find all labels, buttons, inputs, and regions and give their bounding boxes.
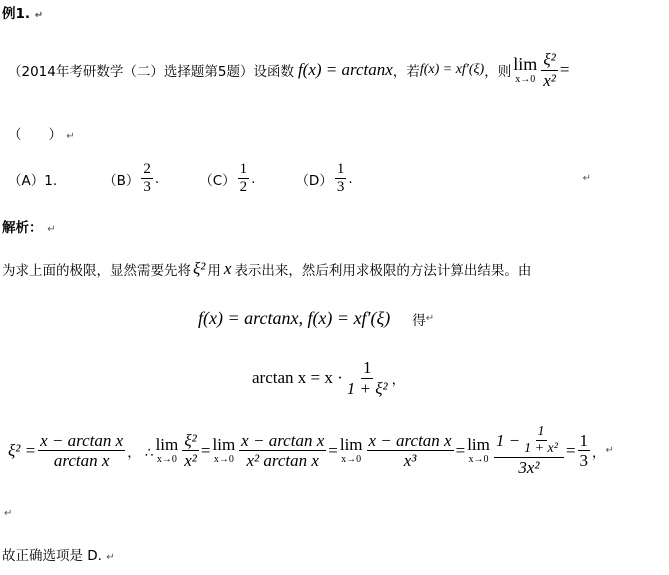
conclusion: 故正确选项是 D. ↵ <box>2 548 115 564</box>
condition-prefix: ，若 <box>392 64 420 81</box>
xi-squared: ξ² <box>193 259 206 278</box>
equation-3: ξ² = $\frac{\text{x − arctan x}}{\text{arctan x}}$ ， ∴ lim x→0 $\frac{\text{ξ²}}{\text{x²}}$ = lim x→0 $\frac{\text{x − arctan x}}{\text{x² arctan x}}$ = lim x→0 $\frac{\text{x − arctan x}}{\text{x³}}$ = lim x→0 1 − $\frac{1}{\text{1 + x²}}$ 3x² = $\frac{1}{3}$ ， ↵ <box>8 424 614 478</box>
option-b: （B） $\frac{2}{3}$ . <box>103 161 160 196</box>
option-c: （C） $\frac{1}{2}$ . <box>199 161 256 196</box>
analysis-heading: 解析： ↵ <box>2 220 56 236</box>
return-mark: ↵ <box>582 173 592 185</box>
equation-2: arctan x = x · $\frac{1}{\text{1 + ξ²}}$ ， <box>252 358 406 398</box>
example-label: 例1. ↵ <box>2 6 44 22</box>
limit-operator: lim x→0 <box>513 54 538 86</box>
return-mark: ↵ <box>34 10 44 21</box>
answer-blank: （ ） ↵ <box>8 127 75 143</box>
equation-1: f(x) = arctanx, f(x) = xf′(ξ) 得 ↵ <box>198 308 435 329</box>
nested-fraction: 1 − $\frac{1}{\text{1 + x²}}$ 3x² <box>494 424 564 478</box>
limit-operator: lim x→0 <box>155 435 179 466</box>
equals-sign: = <box>559 60 570 80</box>
condition-suffix: ，则 <box>484 64 512 81</box>
options-row <box>8 161 591 197</box>
problem-source: （2014年考研数学（二）选择题第5题）设函数 <box>8 64 294 81</box>
analysis-text: 为求上面的极限，显然需要先将 ξ² 用 x 表示出来，然后利用求极限的方法计算出结果。由 <box>2 259 532 279</box>
problem-statement <box>8 50 569 90</box>
option-a: （A）1. <box>8 172 58 189</box>
option-d: （D） $\frac{1}{3}$ . <box>295 161 353 196</box>
function-definition: f(x) = arctanx <box>297 60 393 80</box>
limit-fraction: $\frac{\text{ξ²}}{\text{x²}}$ <box>543 50 556 90</box>
return-mark: ↵ <box>4 508 13 519</box>
variable-x: x <box>223 259 232 278</box>
mean-value-condition: f(x) = xf′(ξ) <box>419 62 485 78</box>
